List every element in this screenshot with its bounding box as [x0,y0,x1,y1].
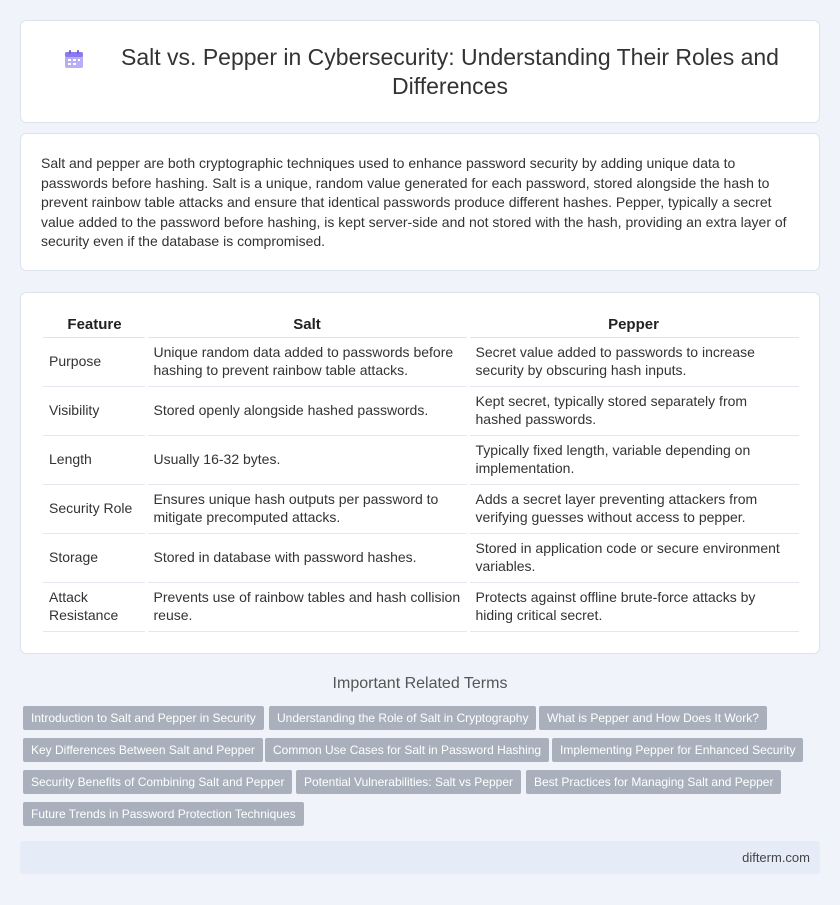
pepper-cell: Typically fixed length, variable depending on implementation. [468,435,799,484]
table-row [43,533,799,582]
pepper-cell: Kept secret, typically stored separately from hashed passwords. [468,386,799,435]
table-row [43,337,799,386]
comparison-table [43,313,799,632]
title-wrap [61,43,799,101]
salt-cell: Stored in database with password hashes. [146,533,468,582]
related-term-tag[interactable]: Understanding the Role of Salt in Cryptography [269,706,536,730]
salt-cell: Usually 16-32 bytes. [146,435,468,484]
intro-card [20,133,820,271]
header-salt: Salt [146,313,468,337]
salt-cell: Stored openly alongside hashed passwords. [146,386,468,435]
feature-cell: Length [43,435,146,484]
salt-cell: Prevents use of rainbow tables and hash collision reuse. [146,582,468,631]
title-card [20,20,820,123]
related-term-tag[interactable]: What is Pepper and How Does It Work? [539,706,767,730]
feature-cell: Visibility [43,386,146,435]
related-term-tag[interactable]: Implementing Pepper for Enhanced Security [552,738,803,762]
related-term-tag[interactable]: Security Benefits of Combining Salt and Pepper [23,770,292,794]
table-row [43,484,799,533]
comparison-card [20,292,820,654]
related-term-tag[interactable]: Future Trends in Password Protection Techniques [23,802,304,826]
pepper-cell: Secret value added to passwords to increase security by obscuring hash inputs. [468,337,799,386]
page-title: Salt vs. Pepper in Cybersecurity: Understanding Their Roles and Differences [121,44,779,99]
header-pepper: Pepper [468,313,799,337]
header-feature: Feature [43,313,146,337]
table-row [43,386,799,435]
table-row [43,582,799,631]
pepper-cell: Adds a secret layer preventing attackers from verifying guesses without access to pepper. [468,484,799,533]
footer-site[interactable]: difterm.com [742,850,810,865]
feature-cell: Security Role [43,484,146,533]
related-term-tag[interactable]: Key Differences Between Salt and Pepper [23,738,263,762]
related-term-tag[interactable]: Best Practices for Managing Salt and Pepper [526,770,781,794]
feature-cell: Storage [43,533,146,582]
related-term-tag[interactable]: Introduction to Salt and Pepper in Security [23,706,264,730]
feature-cell: Attack Resistance [43,582,146,631]
related-term-tag[interactable]: Potential Vulnerabilities: Salt vs Pepper [296,770,521,794]
intro-paragraph: Salt and pepper are both cryptographic techniques used to enhance password security by adding unique data to passwords before hashing. Salt is a unique, random value generated for each password, stored alongside the hash to prevent rainbow table attacks and ensure that identical passwords produce different hashes. Pepper, typically a secret value added to the password before hashing, is kept server-side and not stored with the hash, providing an extra layer of security even if the database is compromised. [41,155,787,249]
footer [20,841,820,874]
feature-cell: Purpose [43,337,146,386]
table-row [43,435,799,484]
related-terms-heading: Important Related Terms [332,675,508,692]
salt-cell: Unique random data added to passwords before hashing to prevent rainbow table attacks. [146,337,468,386]
table-header-row [43,313,799,337]
salt-cell: Ensures unique hash outputs per password to mitigate precomputed attacks. [146,484,468,533]
pepper-cell: Protects against offline brute-force attacks by hiding critical secret. [468,582,799,631]
related-term-tag[interactable]: Common Use Cases for Salt in Password Hashing [265,738,549,762]
pepper-cell: Stored in application code or secure environment variables. [468,533,799,582]
